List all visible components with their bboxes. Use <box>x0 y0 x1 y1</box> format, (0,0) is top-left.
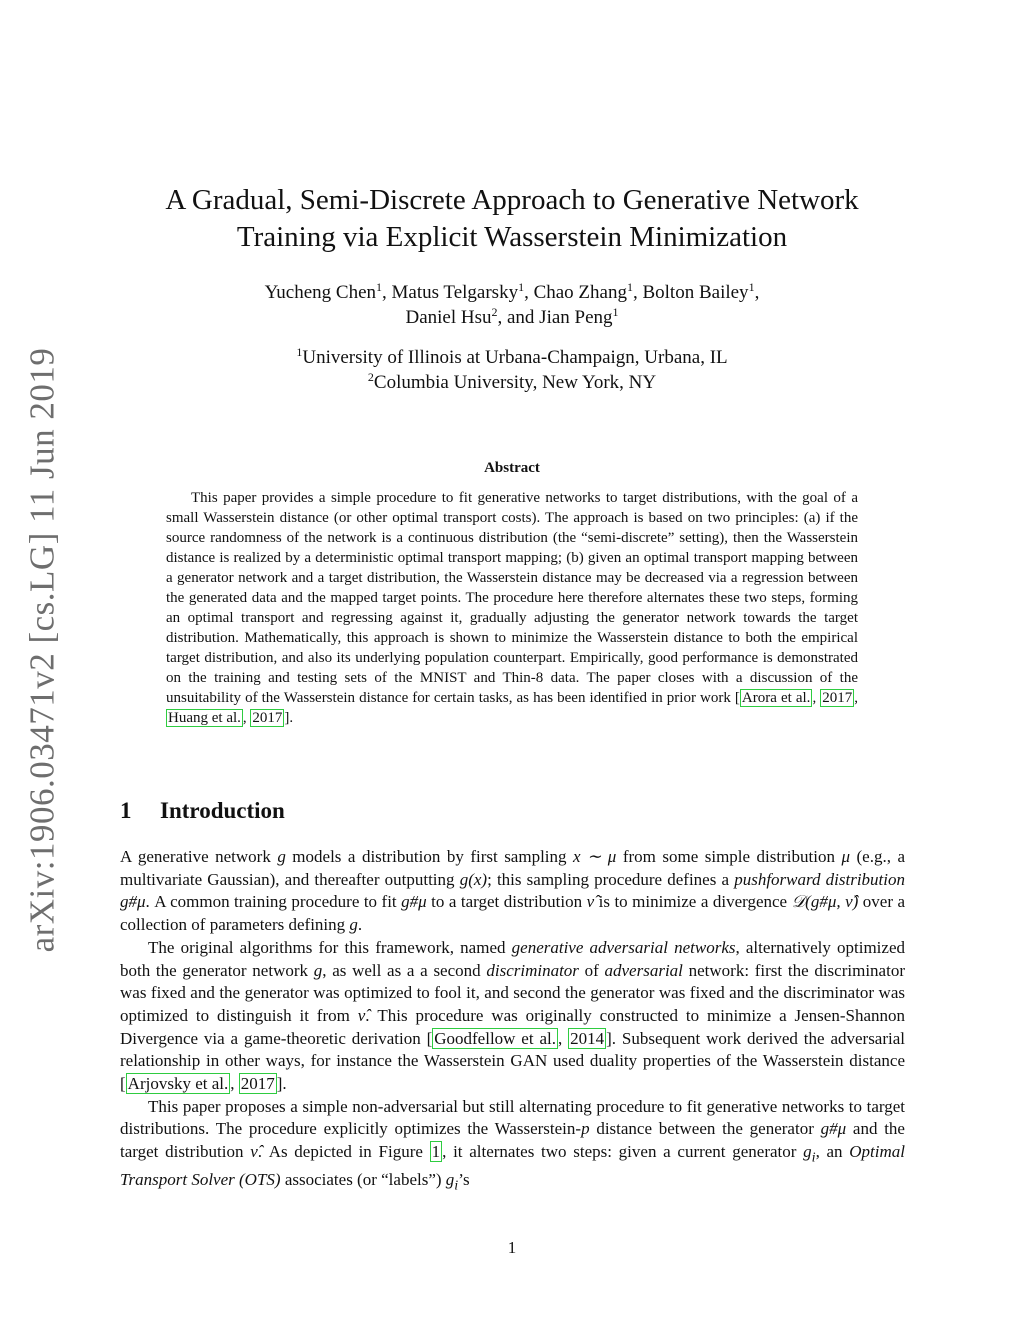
citation-separator: , <box>242 710 251 726</box>
text-run: , an <box>815 1142 850 1162</box>
author-affiliation-mark: 2 <box>491 305 498 319</box>
math-inline: μ <box>841 847 850 866</box>
author-separator: , <box>524 282 534 303</box>
section-title: Introduction <box>160 798 285 823</box>
title-line-2: Training via Explicit Wasserstein Minimization <box>236 221 788 253</box>
text-run: ]. Subsequent work derived the adversarial relationship in other ways, for instance the Wasserstein GAN used duality properties of the Wasserstein distance [ <box>120 1028 906 1094</box>
citation-year-link-arora[interactable]: 2017 <box>822 690 853 706</box>
emphasis: discriminator <box>486 960 579 980</box>
affiliation-mark: 2 <box>367 370 374 384</box>
text-run: network: first the discriminator was fixed and the generator was optimized to fool it, and second the generator was fixed and the discriminator was optimized to distinguish it from <box>120 960 905 1025</box>
arxiv-sidebar-stamp <box>14 347 70 953</box>
citation-separator: , <box>812 690 821 706</box>
citation-link-huang[interactable]: Huang et al. <box>168 710 241 726</box>
author-separator: , <box>382 282 392 303</box>
text-run: . A common training procedure to fit <box>145 892 402 912</box>
affiliation-mark: 1 <box>296 345 303 359</box>
emphasis: pushforward distribution <box>734 869 905 889</box>
math-inline: p <box>581 1119 590 1139</box>
text-run: ’s <box>458 1170 470 1190</box>
text-run: , it alternates two steps: given a current generator <box>442 1142 804 1162</box>
math-inline: g <box>313 960 323 980</box>
affiliation-text: Columbia University, New York, NY <box>373 372 657 393</box>
arxiv-identifier: arXiv:1906.03471v2 [cs.LG] 11 Jun 2019 <box>22 347 62 953</box>
emphasis: generative adversarial networks <box>511 937 736 957</box>
math-inline: g <box>445 1170 455 1190</box>
citation-separator: , <box>557 1028 569 1048</box>
author-list <box>120 280 904 330</box>
citation-year-link-goodfellow[interactable]: 2014 <box>570 1028 605 1048</box>
math-inline: x ∼ μ <box>573 847 617 866</box>
text-run: . As depicted in Figure <box>257 1142 430 1162</box>
text-run: and the target distribution <box>120 1119 905 1162</box>
author-separator: , <box>754 282 760 303</box>
text-run: associates (or “labels”) <box>280 1170 446 1190</box>
author-name: Bolton Bailey <box>642 282 749 303</box>
text-run: The original algorithms for this framework, named <box>148 937 512 957</box>
affiliation-text: University of Illinois at Urbana-Champaign, Urbana, IL <box>302 347 728 368</box>
citation-link-arjovsky[interactable]: Arjovsky et al. <box>127 1074 229 1094</box>
text-run: . This procedure was originally constructed to minimize a Jensen-Shannon Divergence via a game-theoretic derivation [ <box>120 1005 905 1048</box>
section-number: 1 <box>120 798 132 823</box>
math-inline: g#μ <box>120 892 146 912</box>
emphasis: adversarial <box>604 960 683 980</box>
abstract-body <box>166 488 858 728</box>
citation-separator: , <box>854 690 859 706</box>
text-run: ; this sampling procedure defines a <box>487 869 735 889</box>
citation-link-arora[interactable]: Arora et al. <box>741 690 811 706</box>
section-heading-introduction <box>120 798 285 824</box>
affiliation-2 <box>120 370 904 395</box>
text-run: distance between the generator <box>589 1119 821 1139</box>
abstract-heading: Abstract <box>484 460 540 476</box>
math-inline: g#μ <box>401 892 427 912</box>
citation-year-link-arjovsky[interactable]: 2017 <box>240 1074 275 1094</box>
intro-paragraph-1 <box>120 846 905 937</box>
citation-separator: , <box>230 1074 239 1094</box>
text-run: over a collection of parameters defining <box>120 892 905 935</box>
author-affiliation-mark: 1 <box>376 280 383 294</box>
intro-paragraph-2 <box>120 937 905 1096</box>
author-name: Yucheng Chen <box>264 282 377 303</box>
math-inline: g <box>349 915 358 935</box>
author-line-2 <box>120 305 904 330</box>
math-inline: g(x) <box>459 869 488 889</box>
author-affiliation-mark: 1 <box>626 280 633 294</box>
text-run: ]. <box>276 1074 287 1094</box>
author-separator: , and <box>497 307 540 328</box>
text-run: . <box>357 915 363 935</box>
text-run: to a target distribution <box>426 892 587 912</box>
math-inline: g#μ <box>820 1119 847 1139</box>
text-run: is to minimize a divergence <box>594 892 792 912</box>
figure-reference-link[interactable]: 1 <box>431 1142 441 1162</box>
page-number: 1 <box>507 1238 517 1257</box>
author-affiliation-mark: 1 <box>612 305 619 319</box>
paper-title <box>120 182 904 256</box>
introduction-body <box>120 846 905 1197</box>
math-inline: g <box>277 847 286 866</box>
emphasis: Optimal Transport Solver (OTS) <box>120 1142 905 1190</box>
citation-year-link-huang[interactable]: 2017 <box>252 710 283 726</box>
author-name: Daniel Hsu <box>405 307 492 328</box>
citation-link-goodfellow[interactable]: Goodfellow et al. <box>434 1028 556 1048</box>
text-run: of <box>578 960 605 980</box>
affiliation-list <box>120 345 904 395</box>
math-subscript: i <box>454 1177 459 1194</box>
text-run: models a distribution by first sampling <box>285 847 574 866</box>
author-name: Jian Peng <box>539 307 613 328</box>
text-run: from some simple distribution <box>616 847 842 866</box>
math-inline: ν̂ <box>357 1005 366 1025</box>
abstract-end: ]. <box>284 710 294 726</box>
text-run: , alternatively optimized both the generator network <box>120 937 905 980</box>
abstract-text: This paper provides a simple procedure to fit generative networks to target distributions, with the goal of a small Wasserstein distance (or other optimal transport costs). The approach is based on two principles: (a) if the source randomness of the network is a continuous distribution (the “semi-discrete” setting), then the Wasserstein distance is realized by a deterministic optimal transport mapping; (b) given an optimal transport mapping between a generator network and a target distribution, the Wasserstein distance may be decreased via a regression between the generated data and the mapped target points. The procedure here therefore alternates these two steps, forming an optimal transport and regressing against it, gradually adjusting the generator network towards the target distribution. Mathematically, this approach is shown to minimize the Wasserstein distance to both the empirical target distribution, and also its underlying population counterpart. Empirically, good performance is demonstrated on the training and testing sets of the MNIST and Thin-8 data. The paper closes with a discussion of the unsuitability of the Wasserstein distance for certain tasks, as has been identified in prior work [ <box>166 490 858 706</box>
text-run: This paper proposes a simple non-adversarial but still alternating procedure to fit generative networks to target distributions. The procedure explicitly optimizes the Wasserstein- <box>120 1096 905 1139</box>
text-run: , as well as a a second <box>322 960 487 980</box>
title-line-1: A Gradual, Semi-Discrete Approach to Generative Network <box>165 184 859 216</box>
text-run: A generative network <box>120 847 278 866</box>
math-inline: ν̂ <box>586 892 595 912</box>
author-affiliation-mark: 1 <box>518 280 525 294</box>
author-line-1 <box>120 280 904 305</box>
intro-paragraph-3 <box>120 1096 905 1198</box>
math-inline: 𝒟(g#μ, ν̂) <box>791 892 859 912</box>
math-subscript: i <box>811 1149 816 1166</box>
math-inline: g <box>803 1142 812 1162</box>
text-run: (e.g., a multivariate Gaussian), and thereafter outputting <box>120 847 905 889</box>
author-name: Matus Telgarsky <box>391 282 519 303</box>
author-separator: , <box>632 282 643 303</box>
author-affiliation-mark: 1 <box>748 280 755 294</box>
author-name: Chao Zhang <box>533 282 627 303</box>
affiliation-1 <box>120 345 904 370</box>
math-inline: ν̂ <box>250 1142 258 1162</box>
